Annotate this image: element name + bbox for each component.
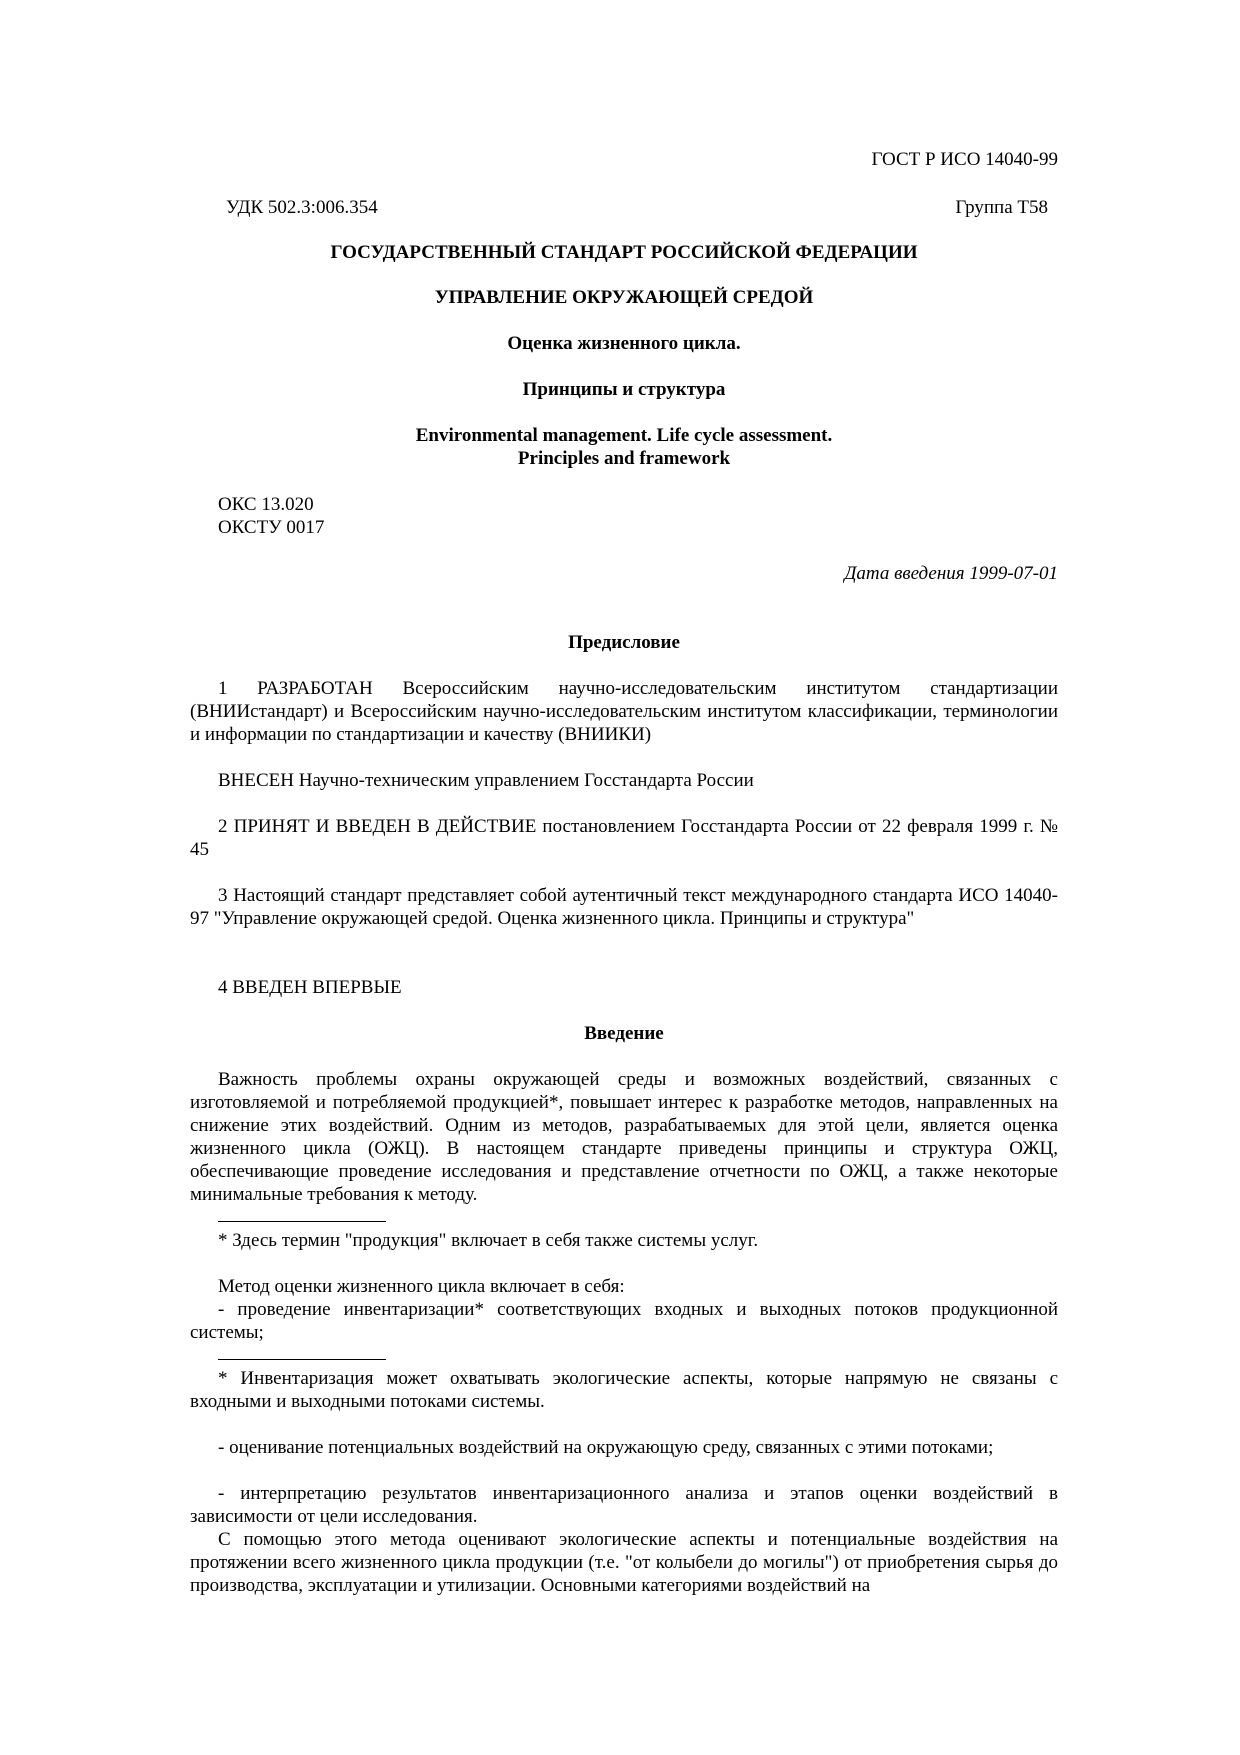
classification-row — [190, 196, 1058, 219]
subtitle-1: Оценка жизненного цикла. — [507, 333, 741, 354]
english-title-line1: Environmental management. Life cycle assessment. — [415, 425, 833, 446]
foreword-para-4: 3 Настоящий стандарт представляет собой аутентичный текст международного стандарта ИСО 14040-97 "Управление окружающей средой. Оценка жизненного цикла. Принципы и структура" — [190, 885, 1058, 929]
intro-date: Дата введения 1999-07-01 — [844, 563, 1058, 584]
oks-code: ОКС 13.020 — [218, 494, 314, 515]
english-title-line2: Principles and framework — [517, 448, 731, 469]
intro-para-2: Метод оценки жизненного цикла включает в себя: — [218, 1276, 625, 1297]
foreword-para-2: ВНЕСЕН Научно-техническим управлением Госстандарта России — [218, 770, 754, 791]
intro-para-1: Важность проблемы охраны окружающей среды и возможных воздействий, связанных с изготовляемой и потребляемой продукцией*, повышает интерес к разработке методов, направленных на снижение этих воздействий. Одним из методов, разрабатываемых для этой цели, является оценка жизненного цикла (ОЖЦ). В настоящем стандарте приведены принципы и структура ОЖЦ, обеспечивающие проведение исследования и представление отчетности по ОЖЦ, а также некоторые минимальные требования к методу. — [190, 1069, 1058, 1205]
introduction-heading: Введение — [584, 1023, 664, 1044]
intro-para-4: - оценивание потенциальных воздействий на окружающую среду, связанных с этими потоками; — [218, 1437, 994, 1458]
foreword-para-3: 2 ПРИНЯТ И ВВЕДЕН В ДЕЙСТВИЕ постановлением Госстандарта России от 22 февраля 1999 г. № 45 — [190, 816, 1058, 860]
foreword-para-1: 1 РАЗРАБОТАН Всероссийским научно-исследовательским институтом стандартизации (ВНИИстандарт) и Всероссийским научно-исследовательским институтом классификации, терминологии и информации по стандартизации и качеству (ВНИИКИ) — [190, 678, 1058, 745]
footnote-rule-1 — [218, 1221, 386, 1222]
foreword-para-5: 4 ВВЕДЕН ВПЕРВЫЕ — [218, 977, 402, 998]
footnote-rule-2 — [218, 1359, 386, 1360]
udk-code: УДК 502.3:006.354 — [226, 197, 378, 218]
group-code: Группа Т58 — [955, 197, 1048, 218]
footnote-1: * Здесь термин "продукция" включает в себя также системы услуг. — [218, 1230, 759, 1251]
intro-para-5: - интерпретацию результатов инвентаризационного анализа и этапов оценки воздействий в зависимости от цели исследования. — [190, 1483, 1058, 1527]
state-standard-title: ГОСУДАРСТВЕННЫЙ СТАНДАРТ РОССИЙСКОЙ ФЕДЕРАЦИИ — [330, 242, 918, 263]
intro-para-3: - проведение инвентаризации* соответствующих входных и выходных потоков продукционной системы; — [190, 1299, 1058, 1343]
doc-number: ГОСТ Р ИСО 14040-99 — [871, 149, 1058, 170]
intro-para-6: С помощью этого метода оценивают экологические аспекты и потенциальные воздействия на протяжении всего жизненного цикла продукции (т.е. "от колыбели до могилы") от приобретения сырья до производства, эксплуатации и утилизации. Основными категориями воздействий на — [190, 1529, 1058, 1596]
subtitle-2: Принципы и структура — [522, 379, 726, 400]
main-title: УПРАВЛЕНИЕ ОКРУЖАЮЩЕЙ СРЕДОЙ — [434, 287, 814, 308]
okstu-code: ОКСТУ 0017 — [218, 517, 325, 538]
footnote-2: * Инвентаризация может охватывать экологические аспекты, которые напрямую не связаны с входными и выходными потоками системы. — [190, 1368, 1058, 1412]
foreword-heading: Предисловие — [568, 632, 680, 653]
